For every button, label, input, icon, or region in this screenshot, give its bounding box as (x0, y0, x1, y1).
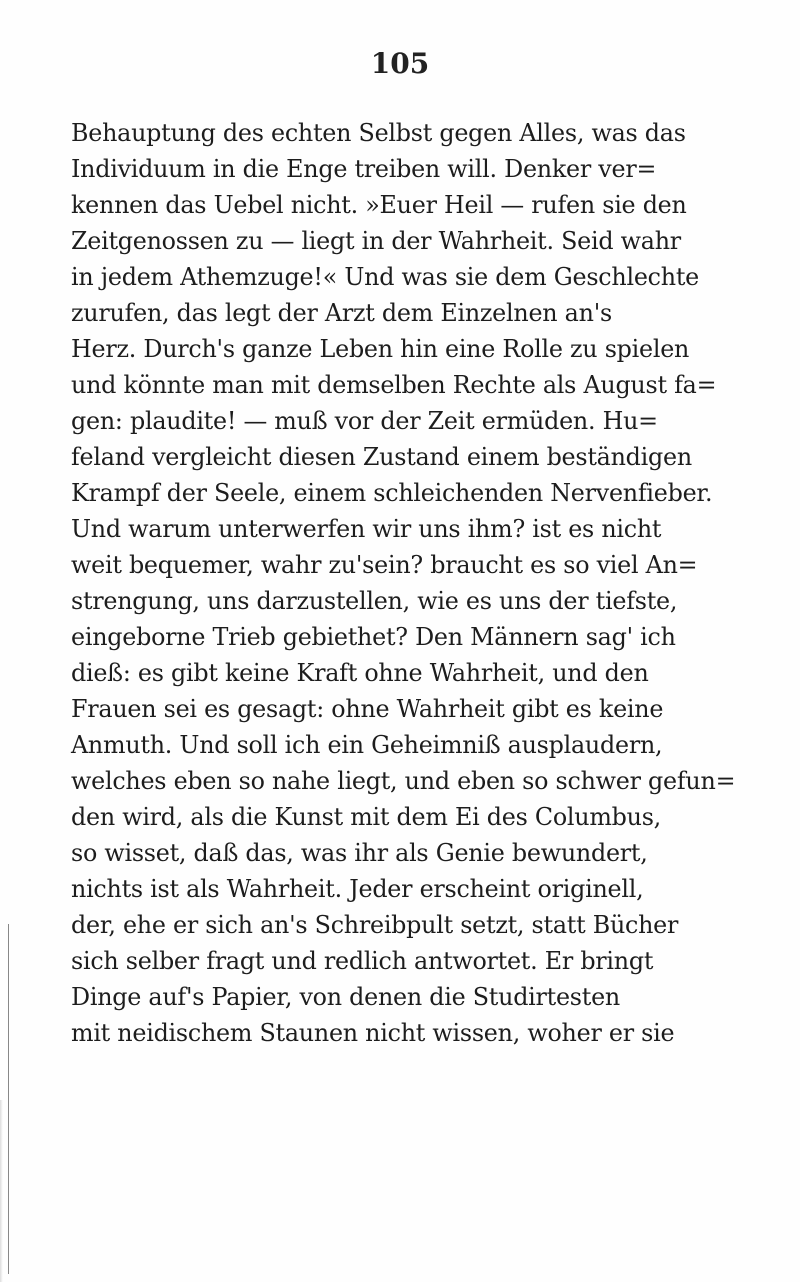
text-line: Herz. Durch's ganze Leben hin eine Rolle zu spielen (71, 335, 690, 363)
text-line: in jedem Athemzuge!« Und was sie dem Geschlechte (71, 263, 699, 291)
text-line: den wird, als die Kunst mit dem Ei des Columbus, (71, 803, 661, 831)
text-line: gen: plaudite! — muß vor der Zeit ermüden. Hu= (71, 407, 658, 435)
text-line: nichts ist als Wahrheit. Jeder erscheint originell, (71, 875, 644, 903)
text-line: Zeitgenossen zu — liegt in der Wahrheit. Seid wahr (71, 227, 681, 255)
text-line: welches eben so nahe liegt, und eben so schwer gefun= (71, 767, 736, 795)
text-line: Behauptung des echten Selbst gegen Alles, was das (71, 119, 686, 147)
text-line: dieß: es gibt keine Kraft ohne Wahrheit, und den (71, 659, 649, 687)
text-line: feland vergleicht diesen Zustand einem beständigen (71, 443, 692, 471)
text-line: Und warum unterwerfen wir uns ihm? ist es nicht (71, 515, 662, 543)
text-line: zurufen, das legt der Arzt dem Einzelnen an's (71, 299, 612, 327)
binding-shadow (0, 1100, 3, 1282)
text-line: Anmuth. Und soll ich ein Geheimniß ausplaudern, (71, 731, 663, 759)
text-line: Frauen sei es gesagt: ohne Wahrheit gibt es keine (71, 695, 664, 723)
text-line: Individuum in die Enge treiben will. Denker ver= (71, 155, 657, 183)
text-line: mit neidischem Staunen nicht wissen, woher er sie (71, 1019, 675, 1047)
text-line: eingeborne Trieb gebiethet? Den Männern sag' ich (71, 623, 676, 651)
text-line: strengung, uns darzustellen, wie es uns der tiefste, (71, 587, 678, 615)
text-line: kennen das Uebel nicht. »Euer Heil — rufen sie den (71, 191, 687, 219)
text-line: und könnte man mit demselben Rechte als August fa= (71, 371, 717, 399)
text-line: so wisset, daß das, was ihr als Genie bewundert, (71, 839, 648, 867)
binding-edge-line (8, 924, 9, 1274)
text-line: Krampf der Seele, einem schleichenden Nervenfieber. (71, 479, 713, 507)
text-line: Dinge auf's Papier, von denen die Studirtesten (71, 983, 620, 1011)
text-line: der, ehe er sich an's Schreibpult setzt, statt Bücher (71, 911, 679, 939)
text-line: weit bequemer, wahr zu'sein? braucht es so viel An= (71, 551, 698, 579)
text-line: sich selber fragt und redlich antwortet. Er bringt (71, 947, 654, 975)
page-number: 105 (370, 47, 430, 80)
body-text (71, 115, 791, 1051)
